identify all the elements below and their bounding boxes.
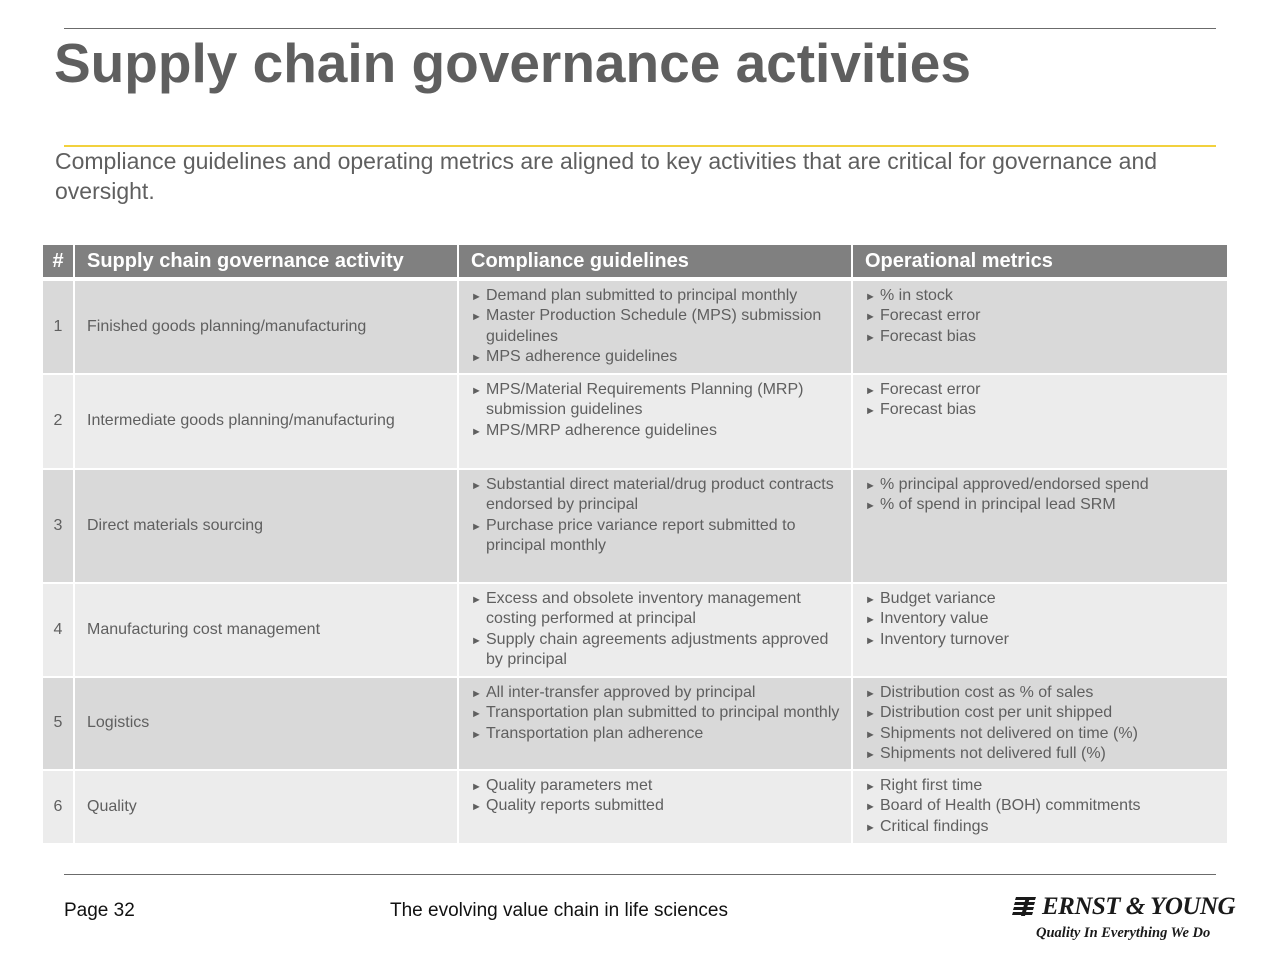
table-row [43,584,1227,678]
compliance-item: ► MPS adherence guidelines [471,347,841,367]
table-body [43,281,1227,845]
metric-item: ► Inventory turnover [865,630,1217,650]
page-subtitle: Compliance guidelines and operating metrics are aligned to key activities that are critical for governance and oversight. [55,148,1158,204]
activity-cell: Direct materials sourcing [75,470,459,584]
metrics-cell [853,584,1227,678]
compliance-list [471,475,841,557]
table-row [43,678,1227,771]
table-header-row [43,245,1227,281]
row-number: 4 [43,584,75,678]
logo-wordmark: ERNST & YOUNG [1042,893,1236,920]
compliance-item: ► MPS/Material Requirements Planning (MRP) submission guidelines [471,380,841,421]
metric-item: ► Right first time [865,776,1217,796]
compliance-cell [459,771,853,845]
compliance-item: ► Master Production Schedule (MPS) submission guidelines [471,306,841,347]
compliance-item: ► Quality reports submitted [471,796,841,816]
footer-divider [64,874,1216,875]
metric-item: ► % principal approved/endorsed spend [865,475,1217,495]
compliance-cell [459,281,853,375]
compliance-item: ► All inter-transfer approved by principal [471,683,841,703]
metric-item: ► Shipments not delivered on time (%) [865,724,1217,744]
metric-item: ► % in stock [865,286,1217,306]
table-row [43,281,1227,375]
row-number: 5 [43,678,75,771]
compliance-list [471,286,841,368]
metric-item: ► Forecast bias [865,400,1217,420]
ey-logo-mark-icon [1012,896,1038,918]
table-row [43,771,1227,845]
compliance-list [471,683,841,744]
metrics-cell [853,470,1227,584]
column-header-compliance: Compliance guidelines [459,245,853,281]
column-header-metrics: Operational metrics [853,245,1227,281]
metric-item: ► Forecast error [865,380,1217,400]
metrics-cell [853,771,1227,845]
metrics-list [865,589,1217,650]
activity-cell: Quality [75,771,459,845]
metrics-cell [853,281,1227,375]
footer-document-title: The evolving value chain in life sciences [390,900,728,921]
row-number: 1 [43,281,75,375]
metric-item: ► Critical findings [865,817,1217,837]
metrics-list [865,380,1217,421]
row-number: 3 [43,470,75,584]
metric-item: ► % of spend in principal lead SRM [865,495,1217,515]
compliance-item: ► Excess and obsolete inventory management costing performed at principal [471,589,841,630]
compliance-item: ► Demand plan submitted to principal monthly [471,286,841,306]
metrics-list [865,475,1217,516]
metric-item: ► Budget variance [865,589,1217,609]
metric-item: ► Inventory value [865,609,1217,629]
logo-tagline: Quality In Everything We Do [1036,925,1211,941]
compliance-list [471,589,841,671]
compliance-item: ► Transportation plan adherence [471,724,841,744]
compliance-item: ► Substantial direct material/drug product contracts endorsed by principal [471,475,841,516]
compliance-item: ► Supply chain agreements adjustments approved by principal [471,630,841,671]
compliance-item: ► Purchase price variance report submitted to principal monthly [471,516,841,557]
compliance-cell [459,584,853,678]
activity-cell: Intermediate goods planning/manufacturing [75,375,459,470]
metric-item: ► Forecast bias [865,327,1217,347]
compliance-cell [459,375,853,470]
compliance-item: ► Quality parameters met [471,776,841,796]
table-row [43,470,1227,584]
governance-table [43,245,1227,845]
metrics-list [865,286,1217,347]
metrics-cell [853,375,1227,470]
compliance-list [471,380,841,441]
activity-cell: Manufacturing cost management [75,584,459,678]
page-number: Page 32 [64,900,135,921]
metric-item: ► Forecast error [865,306,1217,326]
activity-cell: Finished goods planning/manufacturing [75,281,459,375]
ernst-young-logo [1010,893,1236,943]
compliance-item: ► MPS/MRP adherence guidelines [471,421,841,441]
metrics-list [865,683,1217,765]
top-divider [64,28,1216,29]
column-header-activity: Supply chain governance activity [75,245,459,281]
metrics-list [865,776,1217,837]
metric-item: ► Distribution cost per unit shipped [865,703,1217,723]
metrics-cell [853,678,1227,771]
compliance-item: ► Transportation plan submitted to principal monthly [471,703,841,723]
compliance-list [471,776,841,817]
table-row [43,375,1227,470]
page-title: Supply chain governance activities [54,32,971,94]
compliance-cell [459,470,853,584]
column-header-number: # [43,245,75,281]
metric-item: ► Shipments not delivered full (%) [865,744,1217,764]
row-number: 6 [43,771,75,845]
metric-item: ► Board of Health (BOH) commitments [865,796,1217,816]
row-number: 2 [43,375,75,470]
compliance-cell [459,678,853,771]
activity-cell: Logistics [75,678,459,771]
metric-item: ► Distribution cost as % of sales [865,683,1217,703]
